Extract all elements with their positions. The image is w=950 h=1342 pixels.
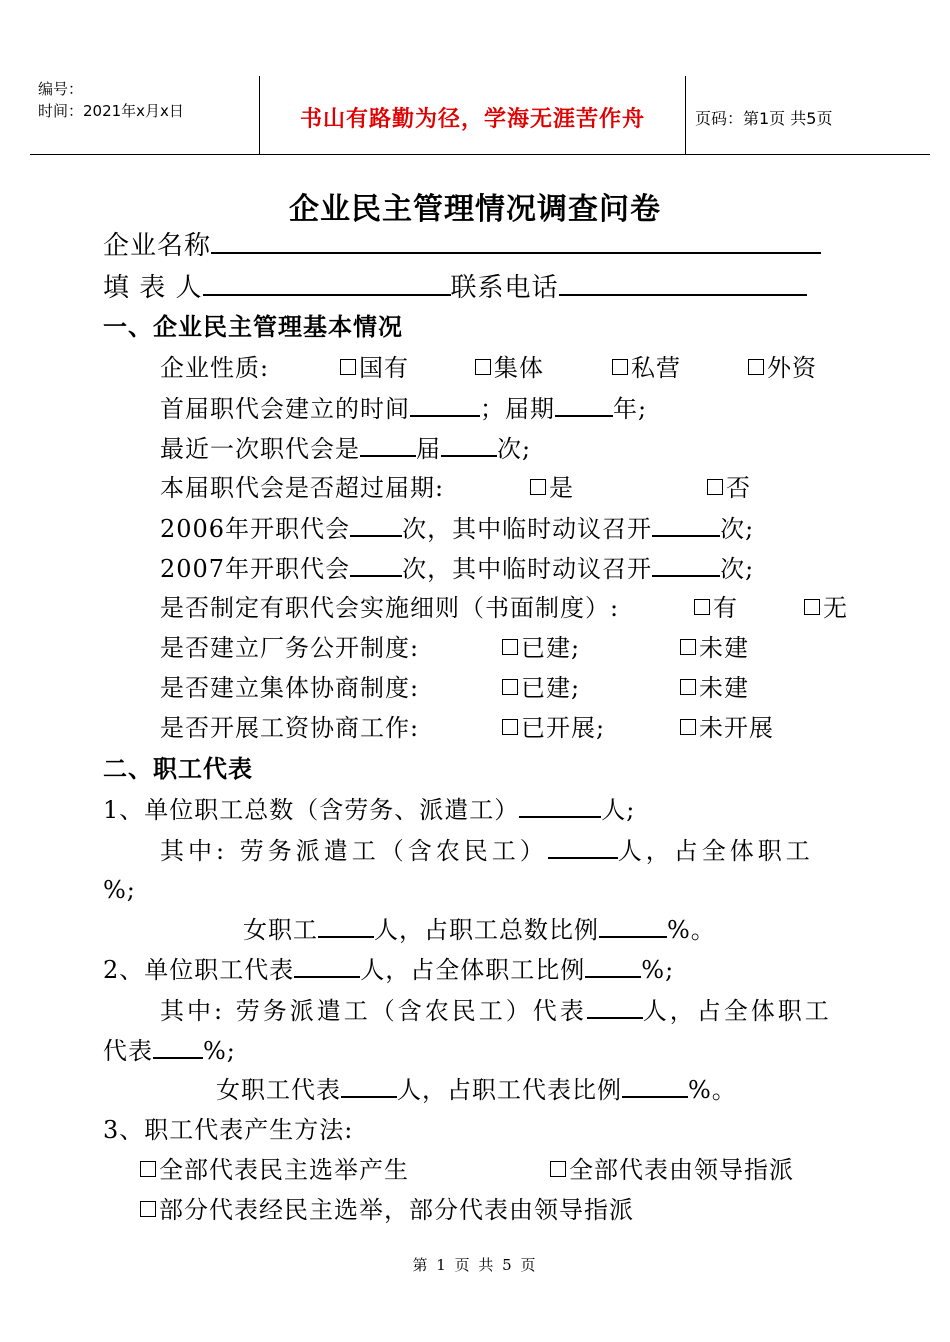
recent-session-field[interactable] (441, 433, 497, 457)
checkbox[interactable] (612, 359, 628, 375)
nature-option-state[interactable]: 国有 (340, 353, 409, 383)
rules-option-no[interactable]: 无 (804, 593, 848, 623)
page-footer: 第 1 页 共 5 页 (412, 1256, 538, 1274)
openness-option-not-built[interactable]: 未建 (680, 633, 749, 663)
checkbox[interactable] (140, 1161, 156, 1177)
q2-dispatch-continue: 代表 %; (103, 1037, 236, 1065)
checkbox[interactable] (550, 1161, 566, 1177)
q3-option-all-appointed[interactable]: 全部代表由领导指派 (550, 1155, 794, 1185)
checkbox[interactable] (502, 639, 518, 655)
checkbox[interactable] (804, 599, 820, 615)
collective-option-not-built[interactable]: 未建 (680, 673, 749, 703)
first-congress-time-field[interactable] (410, 393, 480, 417)
q3-option-mixed[interactable]: 部分代表经民主选举，部分代表由领导指派 (140, 1195, 634, 1225)
header-motto: 书山有路勤为径，学海无涯苦作舟 (299, 107, 645, 132)
document-title: 企业民主管理情况调查问卷 (289, 192, 661, 227)
q2-dispatch-row: 其中: 劳务派遣工（含农民工）代表 人，占全体职工 (160, 997, 832, 1025)
phone-field[interactable] (559, 272, 807, 296)
rules-row: 是否制定有职代会实施细则（书面制度）: (160, 594, 620, 622)
q3-option-all-elected[interactable]: 全部代表民主选举产生 (140, 1155, 409, 1185)
checkbox[interactable] (502, 679, 518, 695)
y2006-count-field[interactable] (350, 513, 402, 537)
y2007-temp-field[interactable] (652, 553, 720, 577)
recent-term-field[interactable] (360, 433, 416, 457)
collective-option-built[interactable]: 已建; (502, 673, 580, 703)
checkbox[interactable] (748, 359, 764, 375)
q2-female-row: 女职工代表 人，占职工代表比例 %。 (216, 1076, 737, 1104)
openness-row: 是否建立厂务公开制度: (160, 634, 420, 662)
checkbox[interactable] (475, 359, 491, 375)
q1-female-row: 女职工 人，占职工总数比例 %。 (243, 916, 716, 944)
q2-female-field[interactable] (341, 1074, 397, 1098)
company-name-field[interactable] (211, 230, 821, 254)
filler-label: 填 表 人 (103, 273, 203, 303)
company-name-label: 企业名称 (103, 231, 212, 261)
nature-label: 企业性质: (160, 354, 270, 382)
page-header (30, 76, 930, 155)
checkbox[interactable] (530, 479, 546, 495)
overdue-option-no[interactable]: 否 (707, 473, 751, 503)
q2-row: 2、单位职工代表 人，占全体职工比例 %; (103, 956, 675, 984)
nature-option-collective[interactable]: 集体 (475, 353, 544, 383)
filler-field[interactable] (203, 272, 451, 296)
checkbox[interactable] (680, 719, 696, 735)
q1-female-field[interactable] (318, 914, 374, 938)
recent-congress-row: 最近一次职代会是 届 次; (160, 435, 532, 463)
company-name-row (103, 230, 821, 261)
section2-heading: 二、职工代表 (103, 755, 253, 783)
checkbox[interactable] (680, 639, 696, 655)
y2006-temp-field[interactable] (652, 513, 720, 537)
y2007-count-field[interactable] (350, 553, 402, 577)
first-congress-row: 首届职代会建立的时间 ；届期 年; (160, 395, 648, 423)
wage-option-done[interactable]: 已开展; (502, 713, 605, 743)
time-label: 时间：2021年x月x日 (38, 102, 184, 120)
overdue-row: 本届职代会是否超过届期: (160, 474, 445, 502)
year-2007-row: 2007年开职代会 次，其中临时动议召开 次; (160, 555, 755, 583)
q1-total-field[interactable] (519, 794, 601, 818)
q2-reps-field[interactable] (294, 954, 360, 978)
q1-dispatch-percent: %; (103, 876, 136, 904)
wage-row: 是否开展工资协商工作: (160, 714, 420, 742)
year-2006-row: 2006年开职代会 次，其中临时动议召开 次; (160, 515, 755, 543)
checkbox[interactable] (680, 679, 696, 695)
filler-row (103, 272, 807, 303)
section1-heading: 一、企业民主管理基本情况 (103, 313, 403, 341)
q1-female-ratio-field[interactable] (599, 914, 667, 938)
collective-row: 是否建立集体协商制度: (160, 674, 420, 702)
term-field[interactable] (555, 393, 613, 417)
nature-option-foreign[interactable]: 外资 (748, 353, 817, 383)
code-label: 编号： (38, 80, 84, 98)
q2-ratio-field[interactable] (585, 954, 641, 978)
checkbox[interactable] (502, 719, 518, 735)
q1-dispatch-row: 其中: 劳务派遣工（含农民工） 人，占全体职工 (160, 837, 814, 865)
phone-label: 联系电话 (450, 273, 559, 303)
wage-option-not-done[interactable]: 未开展 (680, 713, 774, 743)
q1-dispatch-field[interactable] (548, 835, 618, 859)
nature-row (160, 353, 269, 383)
header-divider (685, 76, 686, 154)
openness-option-built[interactable]: 已建; (502, 633, 580, 663)
checkbox[interactable] (694, 599, 710, 615)
q1-row: 1、单位职工总数（含劳务、派遣工） 人; (103, 796, 636, 824)
rules-option-yes[interactable]: 有 (694, 593, 738, 623)
q3-label: 3、职工代表产生方法: (103, 1116, 354, 1144)
checkbox[interactable] (340, 359, 356, 375)
checkbox[interactable] (140, 1201, 156, 1217)
checkbox[interactable] (707, 479, 723, 495)
q2-female-ratio-field[interactable] (622, 1074, 688, 1098)
nature-option-private[interactable]: 私营 (612, 353, 681, 383)
overdue-option-yes[interactable]: 是 (530, 473, 574, 503)
q2-dispatch-ratio-field[interactable] (153, 1035, 203, 1059)
q2-dispatch-field[interactable] (587, 995, 643, 1019)
header-meta (38, 78, 184, 122)
header-page-info: 页码：第1页 共5页 (695, 109, 833, 128)
